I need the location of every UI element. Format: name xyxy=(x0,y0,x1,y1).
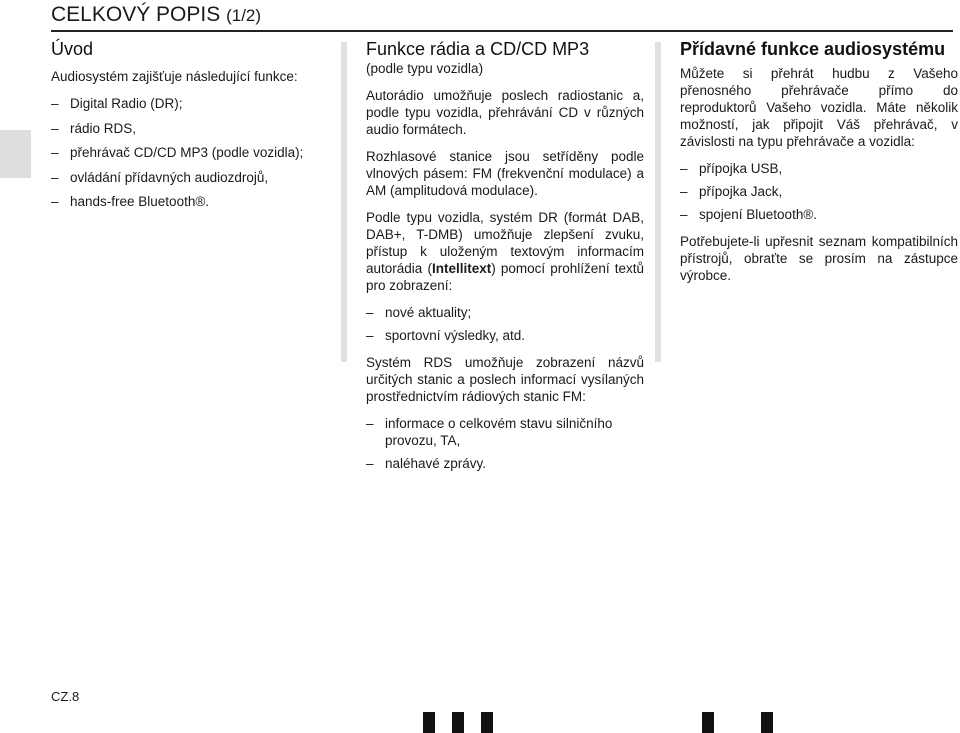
print-mark xyxy=(481,712,493,733)
page-header xyxy=(51,2,953,32)
list-item: – nové aktuality; xyxy=(366,305,472,320)
bullet-dash: – xyxy=(680,184,688,199)
column-divider-2 xyxy=(655,42,661,362)
radio-cd-subheading: (podle typu vozidla) xyxy=(366,61,484,76)
list-item: – přípojka USB, xyxy=(680,161,783,176)
paragraph: Můžete si přehrát hudbu z Vašeho přenosného přehrávače přímo do reproduktorů Vašeho vozidla. Máte několik možností, jak připojit Váš přehrávač, v závislosti na typu přehrávače a vozidla: xyxy=(680,66,958,149)
intro-heading: Úvod xyxy=(51,39,94,59)
radio-cd-heading: Funkce rádia a CD/CD MP3 xyxy=(366,39,590,59)
page-title xyxy=(51,2,953,29)
paragraph-dr: Podle typu vozidla, systém DR (formát DAB, DAB+, T-DMB) umožňuje zlepšení zvuku, přístup k uloženým textovým informacím autorádia (Intellitext) pomocí prohlížení textů pro zobrazení: xyxy=(366,210,644,293)
bullet-dash: – xyxy=(366,416,374,431)
paragraph: Potřebujete-li upřesnit seznam kompatibilních přístrojů, obraťte se prosím na zástupce výrobce. xyxy=(680,234,958,283)
extra-functions-column xyxy=(680,38,958,294)
radio-cd-column xyxy=(366,38,644,482)
bullet-dash: – xyxy=(680,207,688,222)
rds-list xyxy=(366,415,644,472)
bullet-dash: – xyxy=(680,161,688,176)
list-item: – rádio RDS, xyxy=(51,120,137,136)
connection-list xyxy=(680,160,958,223)
bullet-dash: – xyxy=(366,456,374,471)
list-item: – naléhavé zprávy. xyxy=(366,456,487,471)
column-divider-1 xyxy=(341,42,347,362)
feature-list xyxy=(51,95,321,210)
page-title-text: CELKOVÝ POPIS xyxy=(51,3,221,26)
print-mark xyxy=(423,712,435,733)
list-item: – informace o celkovém stavu silničního provozu, TA, xyxy=(366,416,613,448)
dr-list xyxy=(366,304,644,344)
list-item: – přípojka Jack, xyxy=(680,184,783,199)
list-item: – sportovní výsledky, atd. xyxy=(366,328,526,343)
extra-functions-heading: Přídavné funkce audiosystému xyxy=(680,39,946,59)
paragraph: Rozhlasové stanice jsou setříděny podle vlnových pásem: FM (frekvenční modulace) a AM (amplitudová modulace). xyxy=(366,149,644,198)
bullet-dash: – xyxy=(366,328,374,343)
paragraph-rds: Systém RDS umožňuje zobrazení názvů určitých stanic a poslech informací vysílaných prostřednictvím rádiových stanic FM: xyxy=(366,355,644,404)
intro-text: Audiosystém zajišťuje následující funkce: xyxy=(51,69,298,84)
bullet-dash: – xyxy=(51,169,59,185)
page-part: (1/2) xyxy=(226,6,262,25)
intro-column xyxy=(51,38,321,220)
list-item: – spojení Bluetooth®. xyxy=(680,207,818,222)
bullet-dash: – xyxy=(51,194,59,209)
list-item: – přehrávač CD/CD MP3 (podle vozidla); xyxy=(51,145,304,160)
bullet-dash: – xyxy=(51,96,59,111)
print-mark xyxy=(452,712,464,733)
list-item: – hands-free Bluetooth®. xyxy=(51,194,210,209)
chapter-tab xyxy=(0,130,31,178)
print-mark xyxy=(702,712,714,733)
list-item: – ovládání přídavných audiozdrojů, xyxy=(51,169,269,185)
page-number: CZ.8 xyxy=(51,689,80,704)
intellitext-term: Intellitext xyxy=(431,261,492,276)
print-mark xyxy=(761,712,773,733)
list-item: – Digital Radio (DR); xyxy=(51,96,183,111)
bullet-dash: – xyxy=(51,145,59,160)
bullet-dash: – xyxy=(366,305,374,320)
bullet-dash: – xyxy=(51,120,59,136)
paragraph: Autorádio umožňuje poslech radiostanic a, podle typu vozidla, přehrávání CD v různých audio formátech. xyxy=(366,88,644,137)
